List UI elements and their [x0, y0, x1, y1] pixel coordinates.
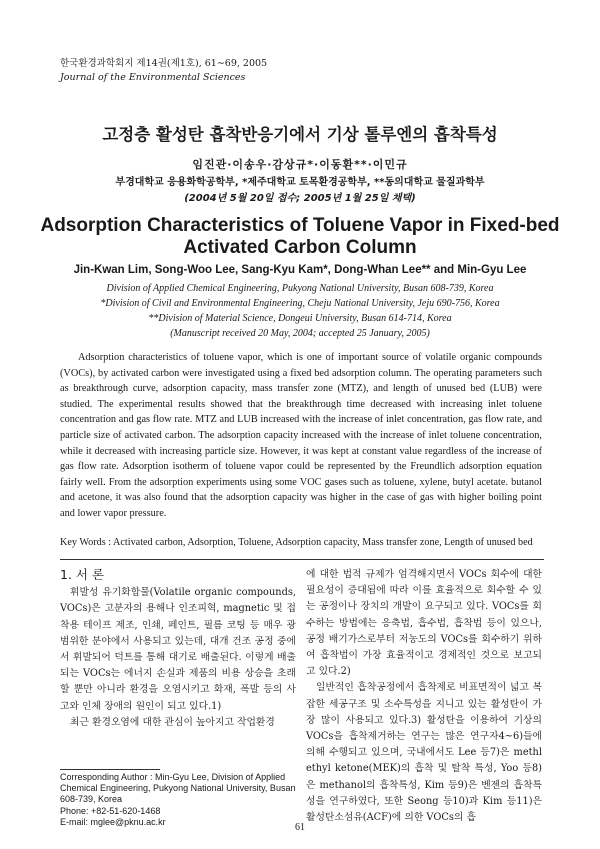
- divider: [60, 559, 544, 560]
- title-english: [0, 215, 600, 259]
- affiliation-1: Division of Applied Chemical Engineering, Pukyong National University, Busan 608-739, Korea: [106, 283, 494, 294]
- abstract: [60, 350, 542, 522]
- journal-name-ko: 한국환경과학회지 제14권(제1호), 61∼69, 2005: [60, 58, 268, 69]
- journal-name-en: Journal of the Environmental Sciences: [60, 72, 246, 83]
- title-korean: 고정층 활성탄 흡착반응기에서 기상 톨루엔의 흡착특성: [102, 125, 498, 144]
- dates-korean: (2004년 5월 20일 접수; 2005년 1월 25일 채택): [184, 193, 416, 204]
- section-heading: 1. 서 론: [60, 567, 105, 582]
- paragraph: 최근 환경오염에 대한 관심이 높아지고 작업환경: [70, 716, 275, 728]
- journal-header: [60, 57, 267, 85]
- right-column: [306, 567, 542, 826]
- paragraph: 일반적인 흡착공정에서 흡착제로 비표면적이 넓고 복잡한 세공구조 및 소수특성을 지니고 있는 활성탄이 가장 많이 사용되고 있다.3) 활성탄을 이용하여 기상의 VOCs을 흡착제거하는 연구는 많은 연구자4~6)들에 의해 수행되고 있으며, 국내에서도 Lee 등7)은 methl ethyl ketone(MEK)의 흡착 및 탈착 특성, Yoo 등8)은 methanol의 흡착특성, Kim 등9)은 벤젠의 흡착특성을 연구하였다, 또한 Seong 등10)과 Kim 등11)은 활성탄소섬유(ACF)에 의한 VOCs의 흡: [306, 682, 542, 824]
- corresponding-author-footnote: [60, 772, 300, 828]
- footnote-phone: Phone: +82-51-620-1468: [60, 805, 161, 816]
- footnote-divider: [60, 769, 160, 770]
- footnote-email: E-mail: mglee@pknu.ac.kr: [60, 816, 166, 827]
- affiliation-3: **Division of Material Science, Dongeui University, Busan 614-714, Korea: [148, 313, 452, 324]
- title-english-line1: Adsorption Characteristics of Toluene Vapor in Fixed-bed: [40, 215, 560, 236]
- footnote-author: Corresponding Author : Min-Gyu Lee, Division of Applied Chemical Engineering, Pukyong National University, Busan 608-739, Korea: [60, 772, 296, 805]
- title-english-line2: Activated Carbon Column: [183, 237, 417, 258]
- left-column: [60, 567, 296, 731]
- keywords: Key Words : Activated carbon, Adsorption, Toluene, Adsorption capacity, Mass transfer zone, Length of unused bed: [60, 537, 533, 548]
- affiliations-korean: 부경대학교 응용화학공학부, *제주대학교 토목환경공학부, **동의대학교 물질과학부: [115, 177, 485, 188]
- abstract-text: Adsorption characteristics of toluene vapor, which is one of important source of volatile organic compounds (VOCs), by activated carbon were investigated using a fixed bed adsorption column. The operating parameters such as breakthrough curve, adsorption capacity, mass transfer zone (MTZ), and length of unused bed (LUB) were studied. The experimental results showed that the breakthrough time decreased with increasing inlet toluene concentration and gas flow rate. MTZ and LUB increased with the increase of inlet concentration, gas flow rate, and particle size of activated carbon. The adsorption capacity increased with the increase of inlet toluene concentration, while it decreased with increasing particle size. However, it was kept at constant value regardless of the increase of gas flow rate. Adsorption isotherm of toluene vapor could be represented by the Freundlich adsorption equation fairly well. From the adsorption experiments using some VOC gases such as toluene, xylene, butyl acetate. butanol and acetone, it was also found that the adsorption capacity was higher in the case of gas with higher boiling point and lower vapor pressure.: [60, 352, 542, 519]
- affiliations-english: [0, 281, 600, 341]
- affiliation-2: *Division of Civil and Environmental Engineering, Cheju National University, Jeju 690-756, Korea: [100, 298, 500, 309]
- page-number: 61: [295, 822, 305, 833]
- paragraph: 휘발성 유기화합물(Volatile organic compounds, VOCs)은 고분자의 용해나 인조피혁, magnetic 및 접착용 테이프 제조, 인쇄, 페인트, 필름 코팅 등 매우 광범위한 분야에서 사용되고 있는데, 대개 건조 공정 중에서 휘발되어 덕트를 통해 대기로 배출된다. 이렇게 배출되는 VOCs는 에너지 손실과 제품의 비용 상승을 초래할 뿐만 아니라 환경을 오염시키고 화재, 폭발 등의 사고와 인체 장애의 원인이 되고 있다.1): [60, 587, 296, 712]
- authors-english: Jin-Kwan Lim, Song-Woo Lee, Sang-Kyu Kam*, Dong-Whan Lee** and Min-Gyu Lee: [73, 264, 527, 276]
- authors-korean: 임진관·이송우·감상규*·이동환**·이민규: [192, 158, 408, 171]
- paragraph: 에 대한 법적 규제가 엄격해지면서 VOCs 회수에 대한 필요성이 증대됨에 따라 이를 효율적으로 회수할 수 있는 공정이나 장치의 개발이 요구되고 있다. VOCs를 회수하는 방법에는 응축법, 흡수법, 흡착법 등이 있으나, 공정 배기가스로부터 저농도의 VOCs를 회수하기 위하여 흡착법이 가장 효율적이고 경제적인 것으로 보고되고 있다.2): [306, 569, 542, 678]
- manuscript-dates: (Manuscript received 20 May, 2004; accepted 25 January, 2005): [170, 328, 430, 339]
